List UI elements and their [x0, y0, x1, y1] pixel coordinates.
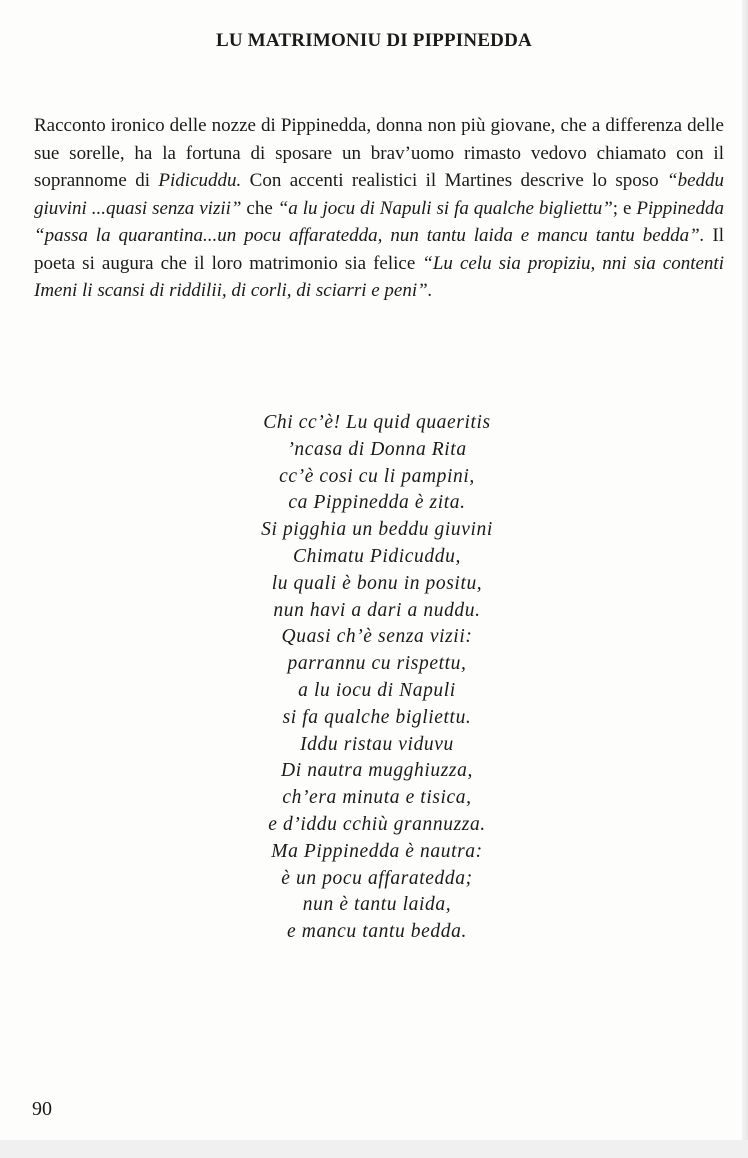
poem-line: ’ncasa di Donna Rita [287, 438, 467, 460]
page-bottom-edge [0, 1140, 748, 1158]
poem-line: Ma Pippinedda è nautra: [271, 840, 483, 862]
poem-line: nun è tantu laida, [302, 894, 452, 916]
intro-quote-segment: “beddu giuvini ...quasi senza vizii” [34, 170, 724, 219]
intro-quote-segment: Pidicuddu. [158, 170, 242, 191]
page-number: 90 [32, 1098, 52, 1120]
poem-line: Chi cc’è! Lu quid quaeritis [263, 412, 491, 433]
poem-line: nun havi a dari a nuddu. [273, 599, 481, 621]
intro-text-segment: Racconto ironico delle nozze di Pippinedda, donna non più giovane, che a differenza delle sue sorelle, ha la fortuna di sposare un brav’uomo rimasto vedovo chiamato con il soprannome di [34, 115, 724, 191]
poem-line: a lu iocu di Napuli [298, 679, 456, 701]
poem-line: Si pigghia un beddu giuvini [261, 519, 493, 541]
poem-line: ch’era minuta e tisica, [282, 787, 472, 809]
poem-line: si fa qualche bigliettu. [282, 706, 472, 728]
intro-text-segment: Il poeta si augura che il loro matrimonio sia felice [34, 225, 724, 274]
poem-line: cc’è cosi cu li pampini, [279, 465, 475, 487]
poem-line: Quasi ch’è senza vizii: [281, 626, 473, 648]
intro-text-segment: Con accenti realistici il Martines descrive lo sposo [241, 170, 667, 191]
intro-text-segment: che [241, 197, 278, 219]
poem-line: ca Pippinedda è zita. [288, 492, 466, 514]
poem-line: lu quali è bonu in positu, [271, 572, 483, 594]
chapter-title: LU MATRIMONIU DI PIPPINEDDA [216, 30, 532, 51]
intro-quote-segment: “a lu jocu di Napuli si fa qualche bigliettu” [277, 197, 613, 219]
poem-line: Di nautra mugghiuzza, [281, 760, 473, 782]
poem-line: parrannu cu rispettu, [287, 653, 467, 675]
poem [0, 410, 748, 946]
poem-line: Iddu ristau viduvu [300, 733, 454, 755]
intro-paragraph [34, 112, 724, 305]
poem-line: e mancu tantu bedda. [287, 921, 467, 943]
intro-text-segment: ; e [612, 197, 637, 219]
poem-line: e d’iddu cchiù grannuzza. [268, 813, 486, 835]
intro-quote-segment: “Lu celu sia propiziu, nni sia contenti Imeni li scansi di riddilii, di corli, di sciarri e peni”. [34, 252, 724, 301]
poem-line: Chimatu Pidicuddu, [293, 545, 461, 567]
poem-line: è un pocu affaratedda; [281, 867, 473, 889]
intro-quote-segment: Pippinedda “passa la quarantina...un pocu affaratedda, nun tantu laida e mancu tantu bedda”. [34, 197, 724, 246]
